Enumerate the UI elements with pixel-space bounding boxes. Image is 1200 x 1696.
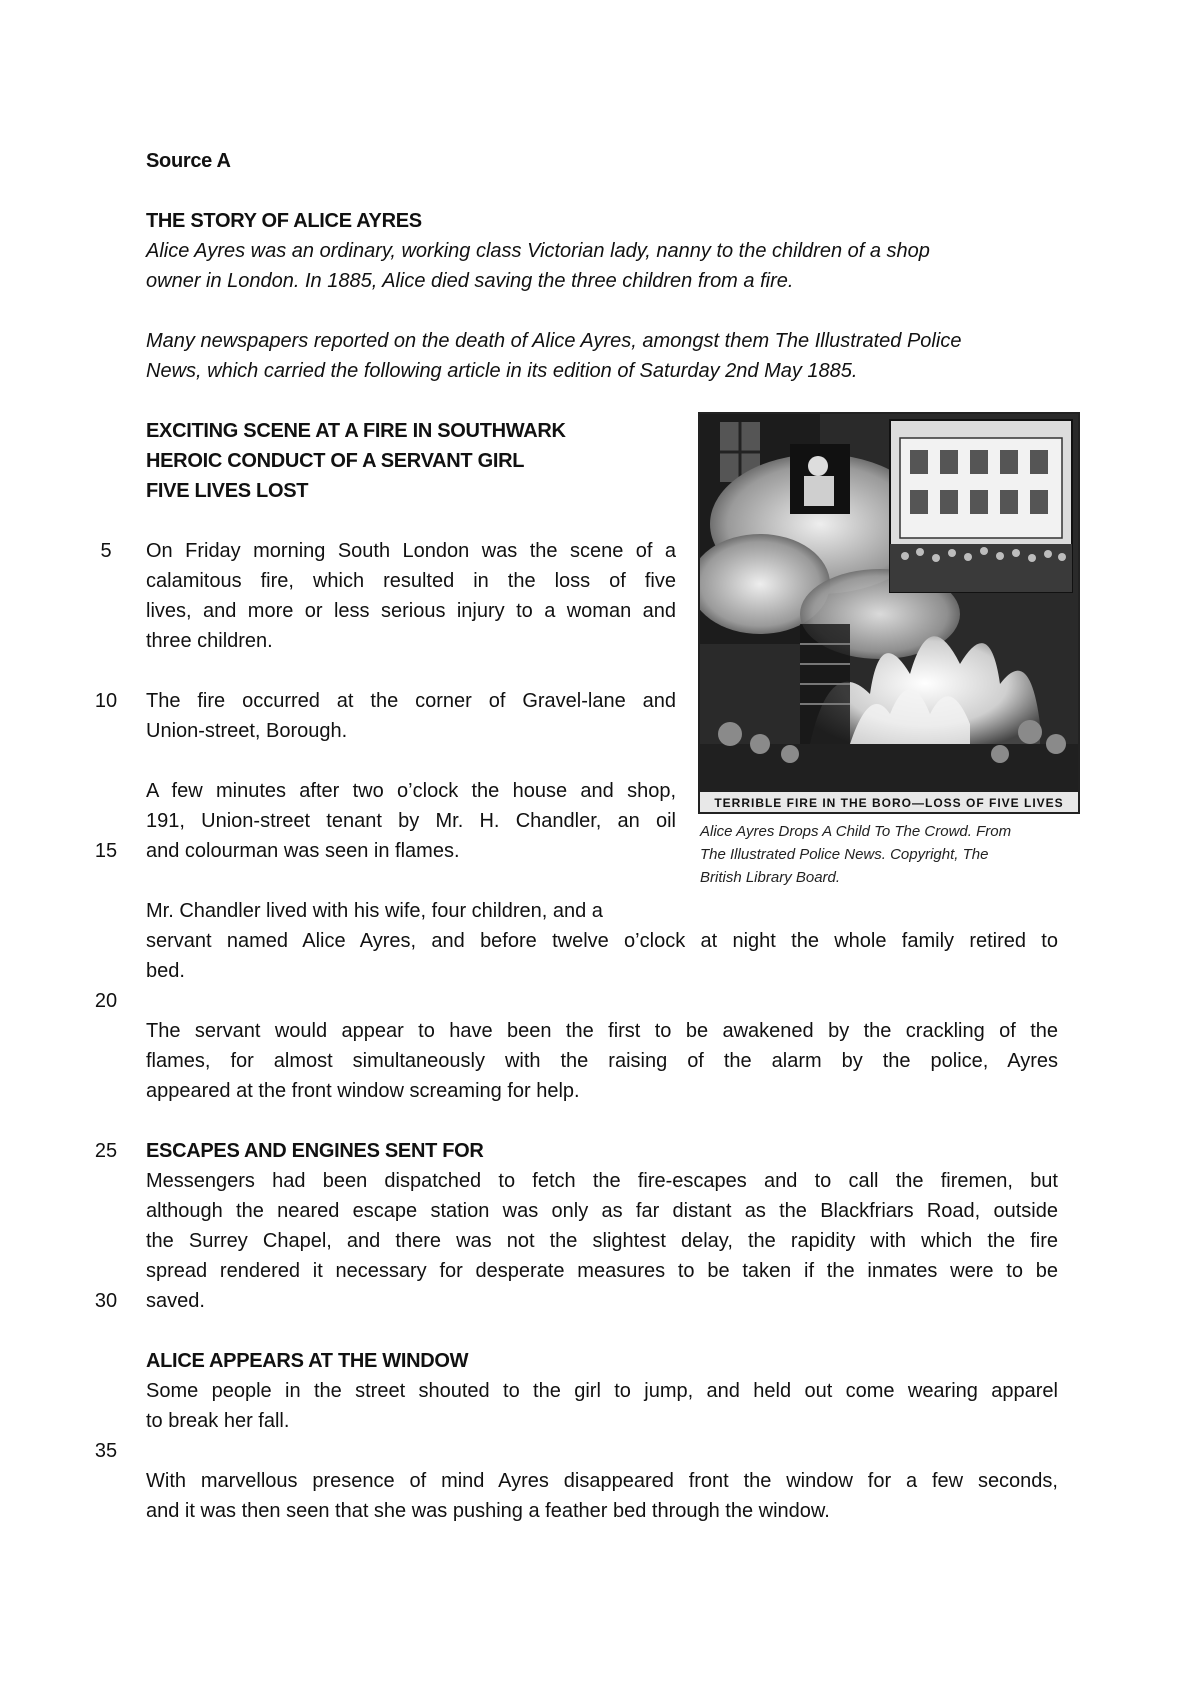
headline: EXCITING SCENE AT A FIRE IN SOUTHWARK (146, 420, 566, 442)
line-number: 5 (100, 540, 112, 562)
article-line: The servant would appear to have been the first to be awakened by the crackling of the (146, 1020, 1058, 1042)
fire-engraving-illustration (700, 414, 1078, 812)
article-line: the Surrey Chapel, and there was not the slightest delay, the rapidity with which the fire (146, 1230, 1058, 1252)
article-line: calamitous fire, which resulted in the loss of five (146, 570, 676, 592)
article-line: With marvellous presence of mind Ayres disappeared front the window for a few seconds, (146, 1470, 1058, 1492)
line-number: 25 (94, 1140, 118, 1162)
article-line: 191, Union-street tenant by Mr. H. Chandler, an oil (146, 810, 676, 832)
article-line: The fire occurred at the corner of Gravel-lane and (146, 690, 676, 712)
article-line: and colourman was seen in flames. (146, 840, 460, 862)
article-line: spread rendered it necessary for desperate measures to be taken if the inmates were to be (146, 1260, 1058, 1282)
article-line: A few minutes after two o’clock the house and shop, (146, 780, 676, 802)
section-heading: ESCAPES AND ENGINES SENT FOR (146, 1140, 484, 1162)
article-line: flames, for almost simultaneously with the raising of the alarm by the police, Ayres (146, 1050, 1058, 1072)
intro-line: Alice Ayres was an ordinary, working class Victorian lady, nanny to the children of a shop (146, 240, 930, 262)
article-line: and it was then seen that she was pushing a feather bed through the window. (146, 1500, 830, 1522)
headline: FIVE LIVES LOST (146, 480, 309, 502)
line-number: 35 (94, 1440, 118, 1462)
article-line: servant named Alice Ayres, and before twelve o’clock at night the whole family retired to (146, 930, 1058, 952)
intro-line: News, which carried the following article in its edition of Saturday 2nd May 1885. (146, 360, 858, 382)
article-line: bed. (146, 960, 185, 982)
article-line: saved. (146, 1290, 205, 1312)
line-number: 20 (94, 990, 118, 1012)
figure-caption-line: Alice Ayres Drops A Child To The Crowd. From (700, 823, 1012, 840)
line-number: 10 (94, 690, 118, 712)
article-line: Mr. Chandler lived with his wife, four children, and a (146, 900, 603, 922)
article-line: three children. (146, 630, 273, 652)
source-label: Source A (146, 150, 231, 172)
figure-caption-line: The Illustrated Police News. Copyright, The (700, 846, 989, 863)
section-heading: ALICE APPEARS AT THE WINDOW (146, 1350, 469, 1372)
figure-caption-line: British Library Board. (700, 869, 841, 886)
article-line: appeared at the front window screaming for help. (146, 1080, 580, 1102)
line-number: 30 (94, 1290, 118, 1312)
figure-banner-text: TERRIBLE FIRE IN THE BORO—LOSS OF FIVE LIVES (714, 796, 1064, 810)
article-line: to break her fall. (146, 1410, 290, 1432)
intro-line: Many newspapers reported on the death of Alice Ayres, amongst them The Illustrated Police (146, 330, 962, 352)
line-number: 15 (94, 840, 118, 862)
article-line: although the neared escape station was only as far distant as the Blackfriars Road, outside (146, 1200, 1058, 1222)
headline: HEROIC CONDUCT OF A SERVANT GIRL (146, 450, 525, 472)
article-line: lives, and more or less serious injury to a woman and (146, 600, 676, 622)
fire-engraving-figure (698, 412, 1080, 814)
article-line: On Friday morning South London was the scene of a (146, 540, 676, 562)
article-line: Messengers had been dispatched to fetch the fire-escapes and to call the firemen, but (146, 1170, 1058, 1192)
intro-title: THE STORY OF ALICE AYRES (146, 210, 422, 232)
intro-line: owner in London. In 1885, Alice died saving the three children from a fire. (146, 270, 794, 292)
article-line: Union-street, Borough. (146, 720, 348, 742)
article-line: Some people in the street shouted to the girl to jump, and held out come wearing apparel (146, 1380, 1058, 1402)
